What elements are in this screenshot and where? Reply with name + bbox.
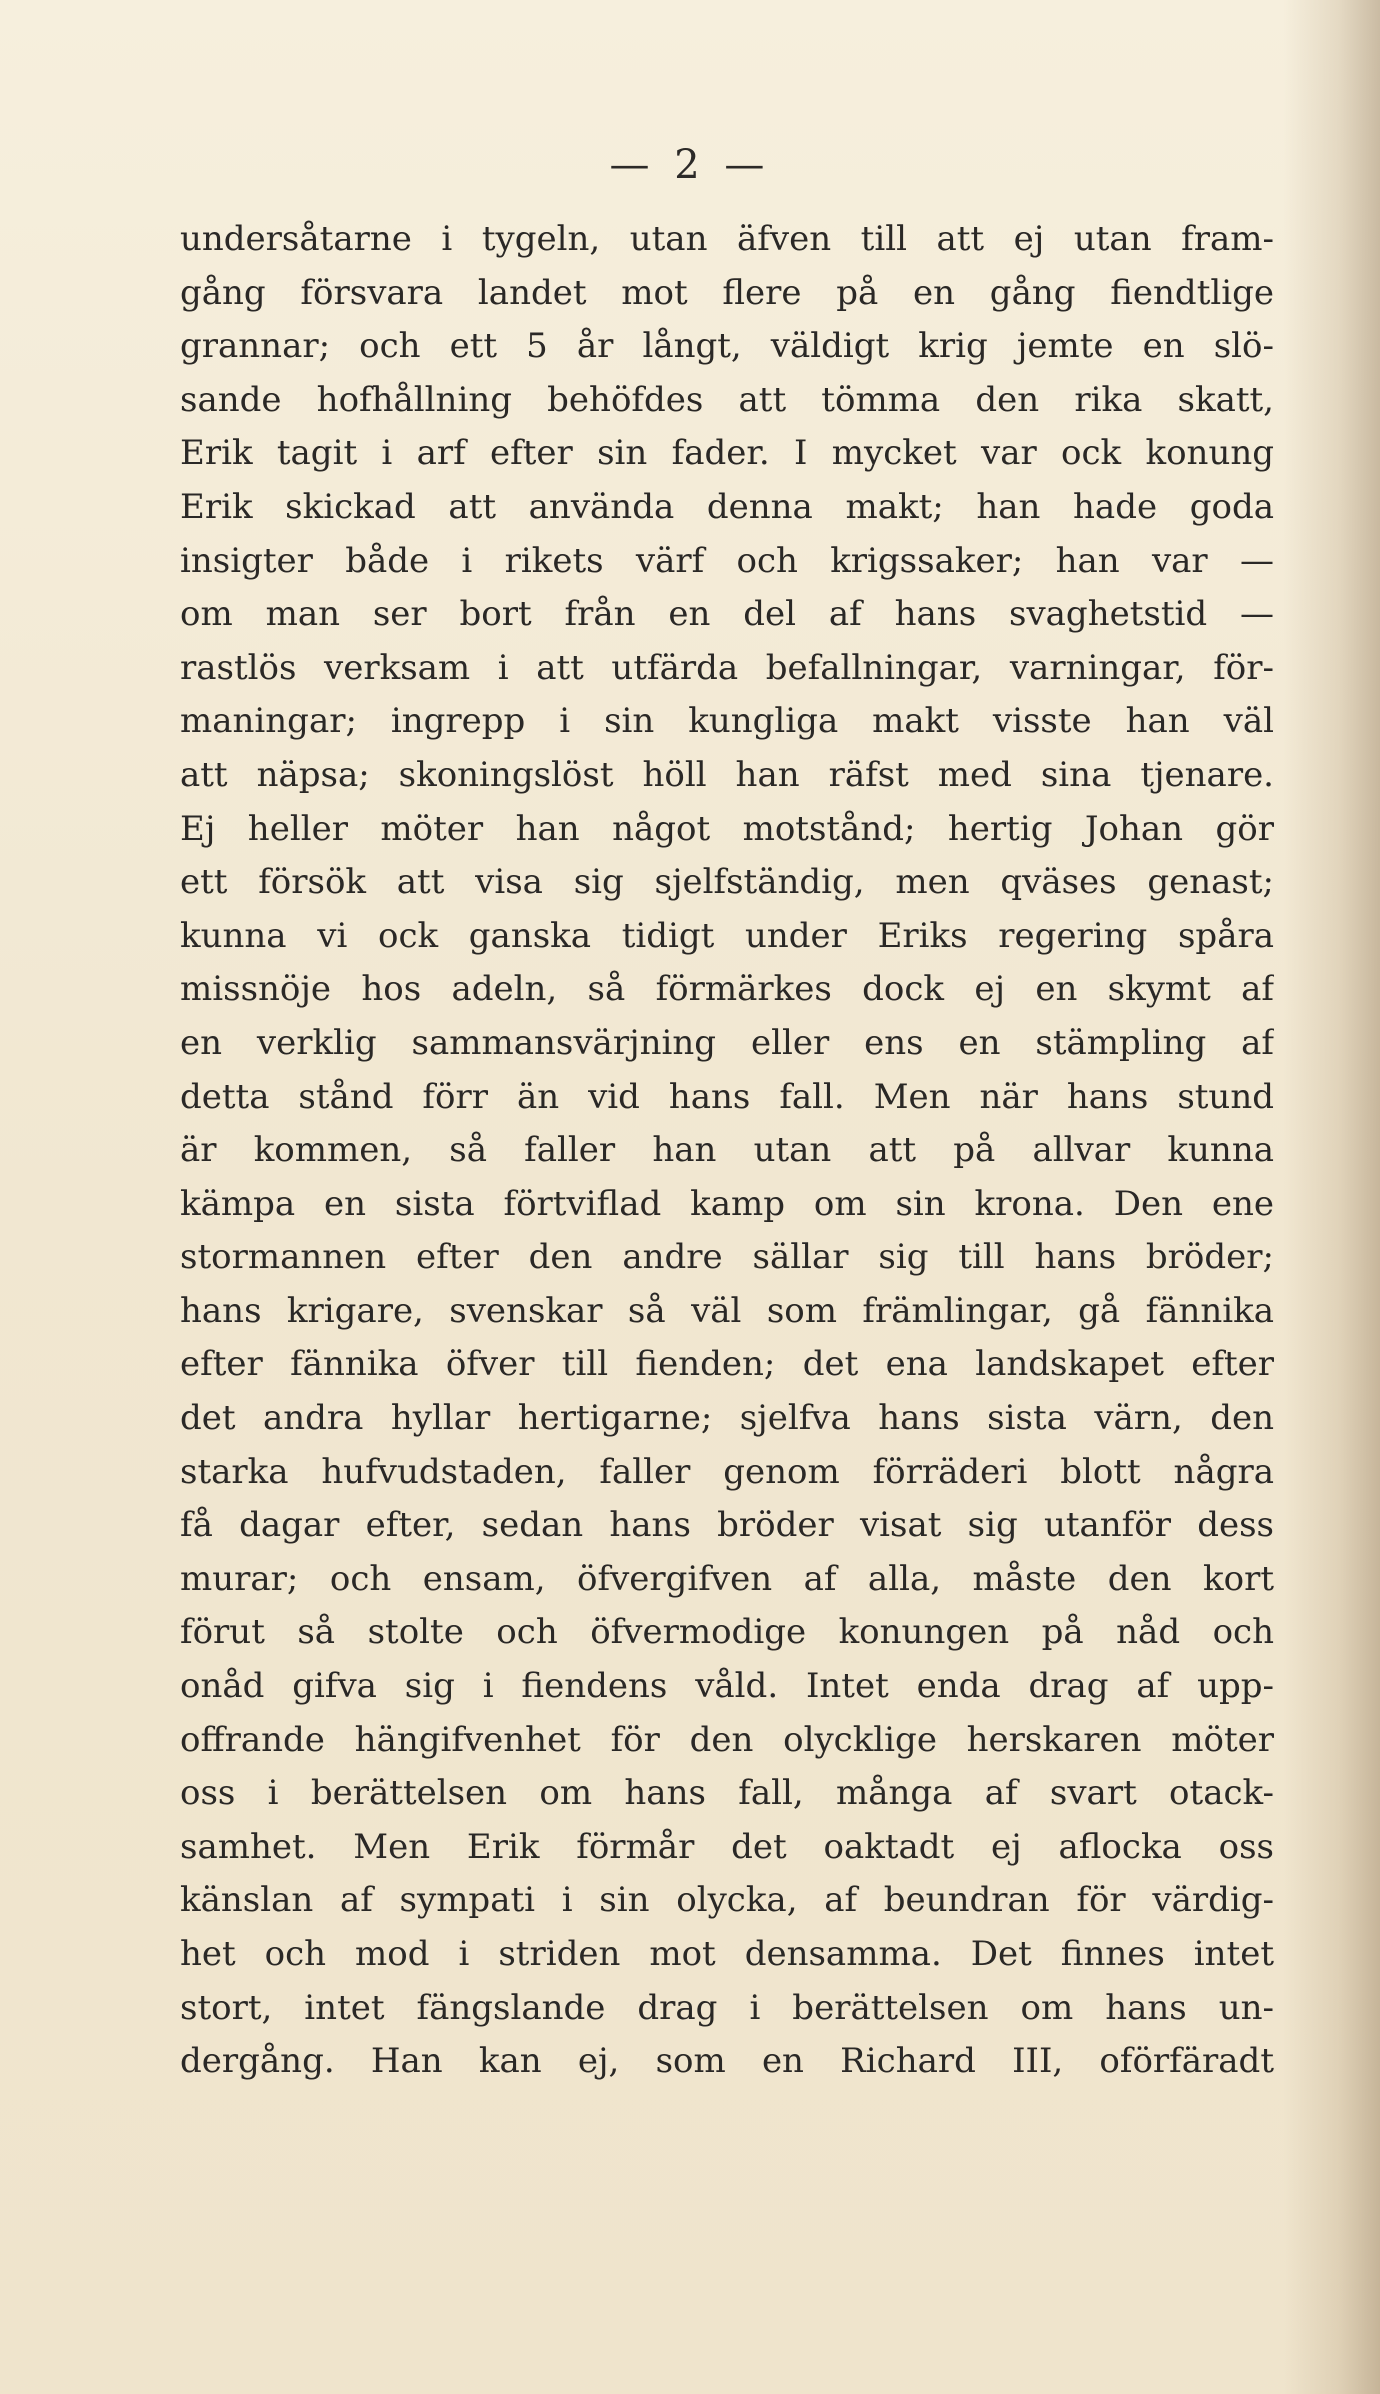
page-number: — 2 —: [609, 142, 771, 188]
text-line: det andra hyllar hertigarne; sjelfva hans sista värn, den: [180, 1398, 1274, 1439]
text-line: ett försök att visa sig sjelfständig, men qväses genast;: [180, 862, 1274, 903]
text-line: murar; och ensam, öfvergifven af alla, måste den kort: [180, 1558, 1274, 1599]
text-line: är kommen, så faller han utan att på allvar kunna: [180, 1130, 1274, 1171]
text-line: insigter både i rikets värf och krigssaker; han var —: [180, 540, 1274, 581]
text-line: missnöje hos adeln, så förmärkes dock ej en skymt af: [180, 969, 1274, 1010]
text-line: undersåtarne i tygeln, utan äfven till att ej utan fram-: [180, 219, 1274, 259]
text-line: grannar; och ett 5 år långt, väldigt krig jemte en slö-: [180, 326, 1274, 367]
text-line: kämpa en sista förtviflad kamp om sin krona. Den ene: [180, 1183, 1274, 1224]
text-line: gång försvara landet mot flere på en gång fiendtlige: [180, 272, 1274, 313]
text-line: efter fännika öfver till fienden; det ena landskapet efter: [180, 1344, 1274, 1385]
text-line: starka hufvudstaden, faller genom förräderi blott några: [180, 1451, 1274, 1492]
text-line: het och mod i striden mot densamma. Det finnes intet: [180, 1934, 1274, 1974]
text-line: om man ser bort från en del af hans svaghetstid —: [180, 594, 1274, 635]
text-line: samhet. Men Erik förmår det oaktadt ej aflocka oss: [180, 1826, 1274, 1867]
text-line: detta stånd förr än vid hans fall. Men när hans stund: [180, 1076, 1274, 1117]
text-line: oss i berättelsen om hans fall, många af svart otack-: [180, 1773, 1274, 1814]
text-line: stormannen efter den andre sällar sig till hans bröder;: [180, 1237, 1274, 1278]
text-line: hans krigare, svenskar så väl som främlingar, gå fännika: [180, 1290, 1274, 1331]
text-line: att näpsa; skoningslöst höll han räfst med sina tjenare.: [180, 754, 1274, 795]
text-line: en verklig sammansvärjning eller ens en stämpling af: [180, 1022, 1274, 1063]
text-line: stort, intet fängslande drag i berättelsen om hans un-: [180, 1987, 1274, 2028]
body-text: [180, 213, 1274, 2089]
text-line: maningar; ingrepp i sin kungliga makt visste han väl: [180, 701, 1274, 742]
text-line: sande hofhållning behöfdes att tömma den rika skatt,: [180, 379, 1274, 420]
text-line: onåd gifva sig i fiendens våld. Intet enda drag af upp-: [180, 1666, 1274, 1707]
text-line: dergång. Han kan ej, som en Richard III, oförfäradt: [180, 2041, 1274, 2082]
text-line: känslan af sympati i sin olycka, af beundran för värdig-: [180, 1880, 1274, 1921]
text-line: kunna vi ock ganska tidigt under Eriks regering spåra: [180, 915, 1274, 956]
text-line: förut så stolte och öfvermodige konungen på nåd och: [180, 1612, 1274, 1653]
text-line: rastlös verksam i att utfärda befallningar, varningar, för-: [180, 647, 1274, 688]
text-line: Erik skickad att använda denna makt; han hade goda: [180, 486, 1274, 527]
text-line: offrande hängifvenhet för den olycklige herskaren möter: [180, 1719, 1274, 1760]
text-line: Erik tagit i arf efter sin fader. I mycket var ock konung: [180, 433, 1274, 474]
text-line: Ej heller möter han något motstånd; hertig Johan gör: [180, 808, 1274, 849]
text-line: få dagar efter, sedan hans bröder visat sig utanför dess: [180, 1505, 1274, 1546]
